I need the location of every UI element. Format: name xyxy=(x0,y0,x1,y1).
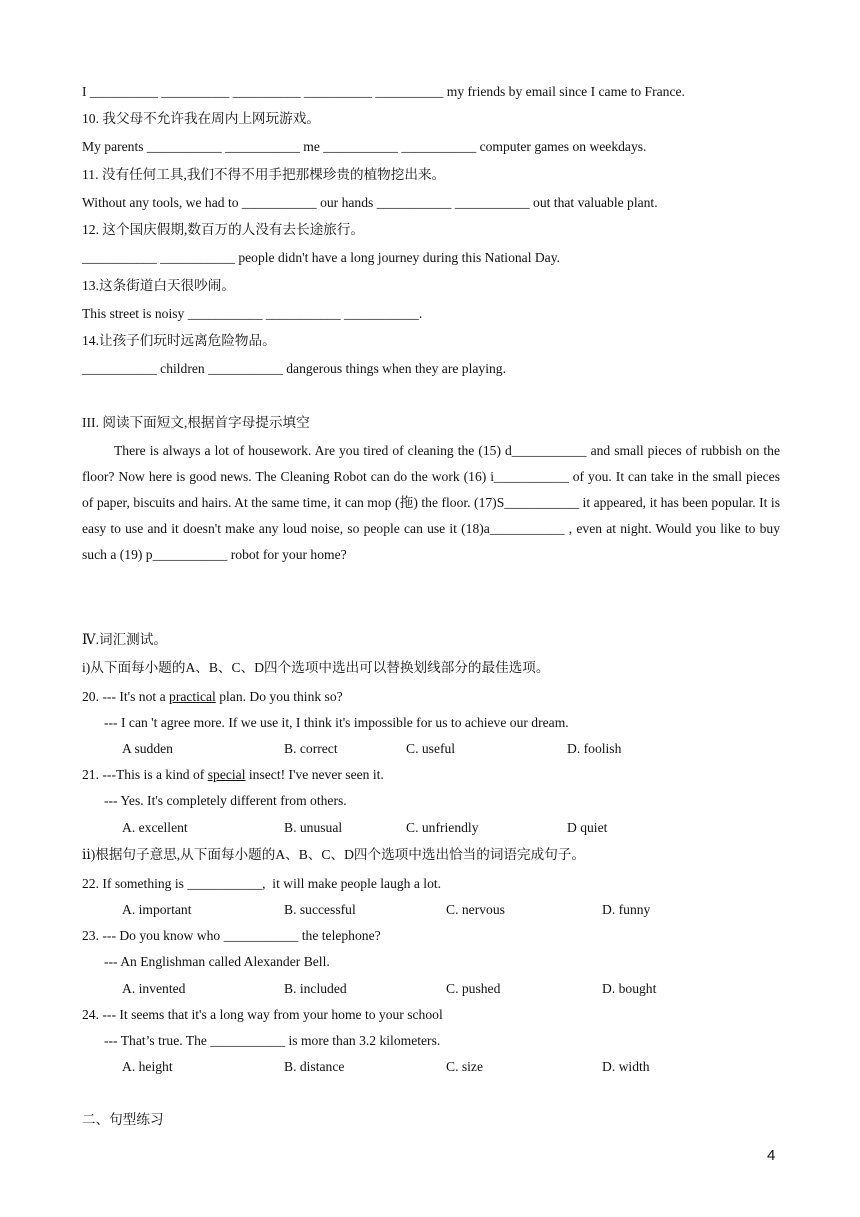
q21-option-c: C. unfriendly xyxy=(406,820,479,835)
question-24: 24. --- It seems that it's a long way from your home to your school xyxy=(82,1007,443,1022)
q20-option-b: B. correct xyxy=(284,741,338,756)
part-ii-instructions: ⅱ)根据句子意思,从下面每小题的A、B、C、D四个选项中选出恰当的词语完成句子。 xyxy=(82,847,585,862)
q21-option-d: D quiet xyxy=(567,820,608,835)
q24-option-c: C. size xyxy=(446,1059,483,1074)
q24-option-d: D. width xyxy=(602,1059,650,1074)
section-iv-heading: Ⅳ.词汇测试。 xyxy=(82,632,167,647)
q20-suffix: plan. Do you think so? xyxy=(215,689,343,704)
translation-answer-13: This street is noisy ___________ ___________ ___________. xyxy=(82,306,423,321)
q21-option-a: A. excellent xyxy=(122,820,188,835)
section-2-heading: 二、句型练习 xyxy=(82,1112,164,1127)
q24-option-b: B. distance xyxy=(284,1059,345,1074)
q21-underlined-word: special xyxy=(207,767,246,782)
q20-option-a: A sudden xyxy=(122,741,173,756)
part-i-instructions: i)从下面每小题的A、B、C、D四个选项中选出可以替换划线部分的最佳选项。 xyxy=(82,660,550,675)
reading-passage: There is always a lot of housework. Are you tired of cleaning the (15) d___________ and small pieces of rubbish on the floor? Now here is good news. The Cleaning Robot can do the work (16) i___________ of you. It can take in the small pieces of paper, biscuits and hairs. At the same time, it can mop (拖) the floor. (17)S___________ it appeared, it has been popular. It is easy to use and it doesn't make any loud noise, so people can use it (18)a___________ , even at night. Would you like to buy such a (19) p___________ robot for your home? xyxy=(82,443,780,562)
question-12-chinese: 12. 这个国庆假期,数百万的人没有去长途旅行。 xyxy=(82,222,365,237)
question-13-chinese: 13.这条街道白天很吵闹。 xyxy=(82,278,235,293)
translation-answer-9: I __________ __________ __________ __________ __________ my friends by email since I came to France. xyxy=(82,84,685,99)
q23-option-a: A. invented xyxy=(122,981,186,996)
page-number: 4 xyxy=(767,1147,776,1164)
q21-option-b: B. unusual xyxy=(284,820,343,835)
q23-option-d: D. bought xyxy=(602,981,657,996)
q24-option-a: A. height xyxy=(122,1059,173,1074)
question-24-reply: --- That’s true. The ___________ is more than 3.2 kilometers. xyxy=(104,1033,441,1048)
question-10-chinese: 10. 我父母不允许我在周内上网玩游戏。 xyxy=(82,111,320,126)
question-21 xyxy=(82,766,384,784)
translation-answer-14: ___________ children ___________ dangerous things when they are playing. xyxy=(82,361,506,376)
translation-answer-11: Without any tools, we had to ___________ our hands ___________ ___________ out that valuable plant. xyxy=(82,195,658,210)
q20-prefix: 20. --- It's not a xyxy=(82,689,170,704)
question-22: 22. If something is ___________, it will make people laugh a lot. xyxy=(82,876,442,891)
q20-option-c: C. useful xyxy=(406,741,456,756)
q22-option-a: A. important xyxy=(122,902,192,917)
question-21-reply: --- Yes. It's completely different from others. xyxy=(104,793,347,808)
question-20-reply: --- I can 't agree more. If we use it, I think it's impossible for us to achieve our dream. xyxy=(104,715,569,730)
question-14-chinese: 14.让孩子们玩时远离危险物品。 xyxy=(82,333,276,348)
q20-option-d: D. foolish xyxy=(567,741,622,756)
q22-option-d: D. funny xyxy=(602,902,651,917)
translation-answer-10: My parents ___________ ___________ me ___________ ___________ computer games on weekdays. xyxy=(82,139,647,154)
question-11-chinese: 11. 没有任何工具,我们不得不用手把那棵珍贵的植物挖出来。 xyxy=(82,167,446,182)
translation-answer-12: ___________ ___________ people didn't have a long journey during this National Day. xyxy=(82,250,561,265)
question-23-reply: --- An Englishman called Alexander Bell. xyxy=(104,954,330,969)
question-20 xyxy=(82,688,343,706)
question-23: 23. --- Do you know who ___________ the telephone? xyxy=(82,928,381,943)
q21-prefix: 21. ---This is a kind of xyxy=(82,767,208,782)
q21-suffix: insect! I've never seen it. xyxy=(245,767,384,782)
section-iii-heading: III. 阅读下面短文,根据首字母提示填空 xyxy=(82,415,310,430)
q23-option-c: C. pushed xyxy=(446,981,501,996)
q22-option-b: B. successful xyxy=(284,902,356,917)
q23-option-b: B. included xyxy=(284,981,347,996)
q22-option-c: C. nervous xyxy=(446,902,505,917)
q20-underlined-word: practical xyxy=(169,689,216,704)
